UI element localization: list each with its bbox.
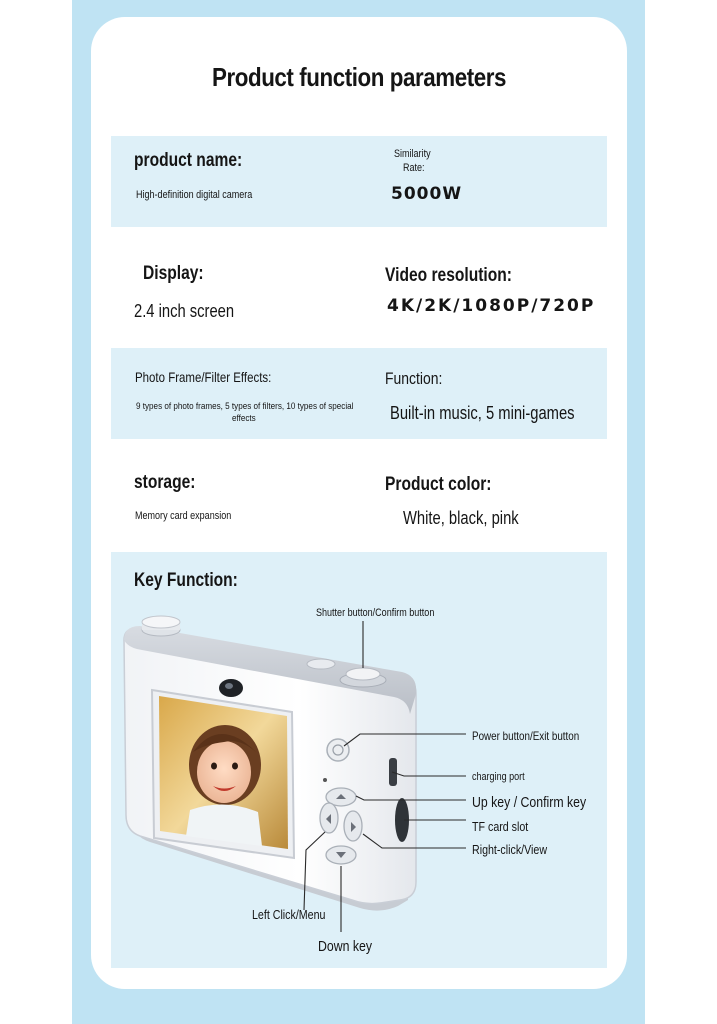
- storage-value: Memory card expansion: [135, 510, 232, 522]
- product-color-label: Product color:: [385, 474, 492, 495]
- storage-label: storage:: [134, 472, 196, 493]
- product-name-label: product name:: [134, 150, 243, 171]
- frame-filter-value-line2: effects: [232, 413, 256, 423]
- callout-power: Power button/Exit button: [472, 729, 580, 743]
- function-value: Built-in music, 5 mini-games: [390, 403, 575, 423]
- product-name-value: High-definition digital camera: [136, 189, 253, 201]
- video-resolution-label: Video resolution:: [385, 265, 512, 286]
- display-label: Display:: [143, 263, 204, 284]
- callout-right: Right-click/View: [472, 842, 548, 857]
- callout-tf: TF card slot: [472, 819, 529, 834]
- similarity-value: 5000W: [391, 184, 463, 204]
- display-value: 2.4 inch screen: [134, 301, 235, 321]
- callout-shutter: Shutter button/Confirm button: [316, 607, 435, 619]
- key-function-heading: Key Function:: [134, 570, 238, 591]
- page-title: Product function parameters: [211, 62, 507, 92]
- callout-charging: charging port: [472, 771, 525, 783]
- product-color-value: White, black, pink: [403, 508, 519, 528]
- callout-down: Down key: [318, 938, 373, 955]
- video-resolution-value: 4K/2K/1080P/720P: [387, 296, 596, 316]
- similarity-label-line1: Similarity: [394, 148, 431, 160]
- callout-up: Up key / Confirm key: [472, 794, 587, 811]
- frame-filter-value-line1: 9 types of photo frames, 5 types of filters, 10 types of special: [136, 401, 354, 411]
- callout-left: Left Click/Menu: [252, 907, 326, 922]
- frame-filter-label: Photo Frame/Filter Effects:: [135, 369, 272, 385]
- similarity-label-line2: Rate:: [403, 162, 425, 174]
- function-label: Function:: [385, 369, 443, 388]
